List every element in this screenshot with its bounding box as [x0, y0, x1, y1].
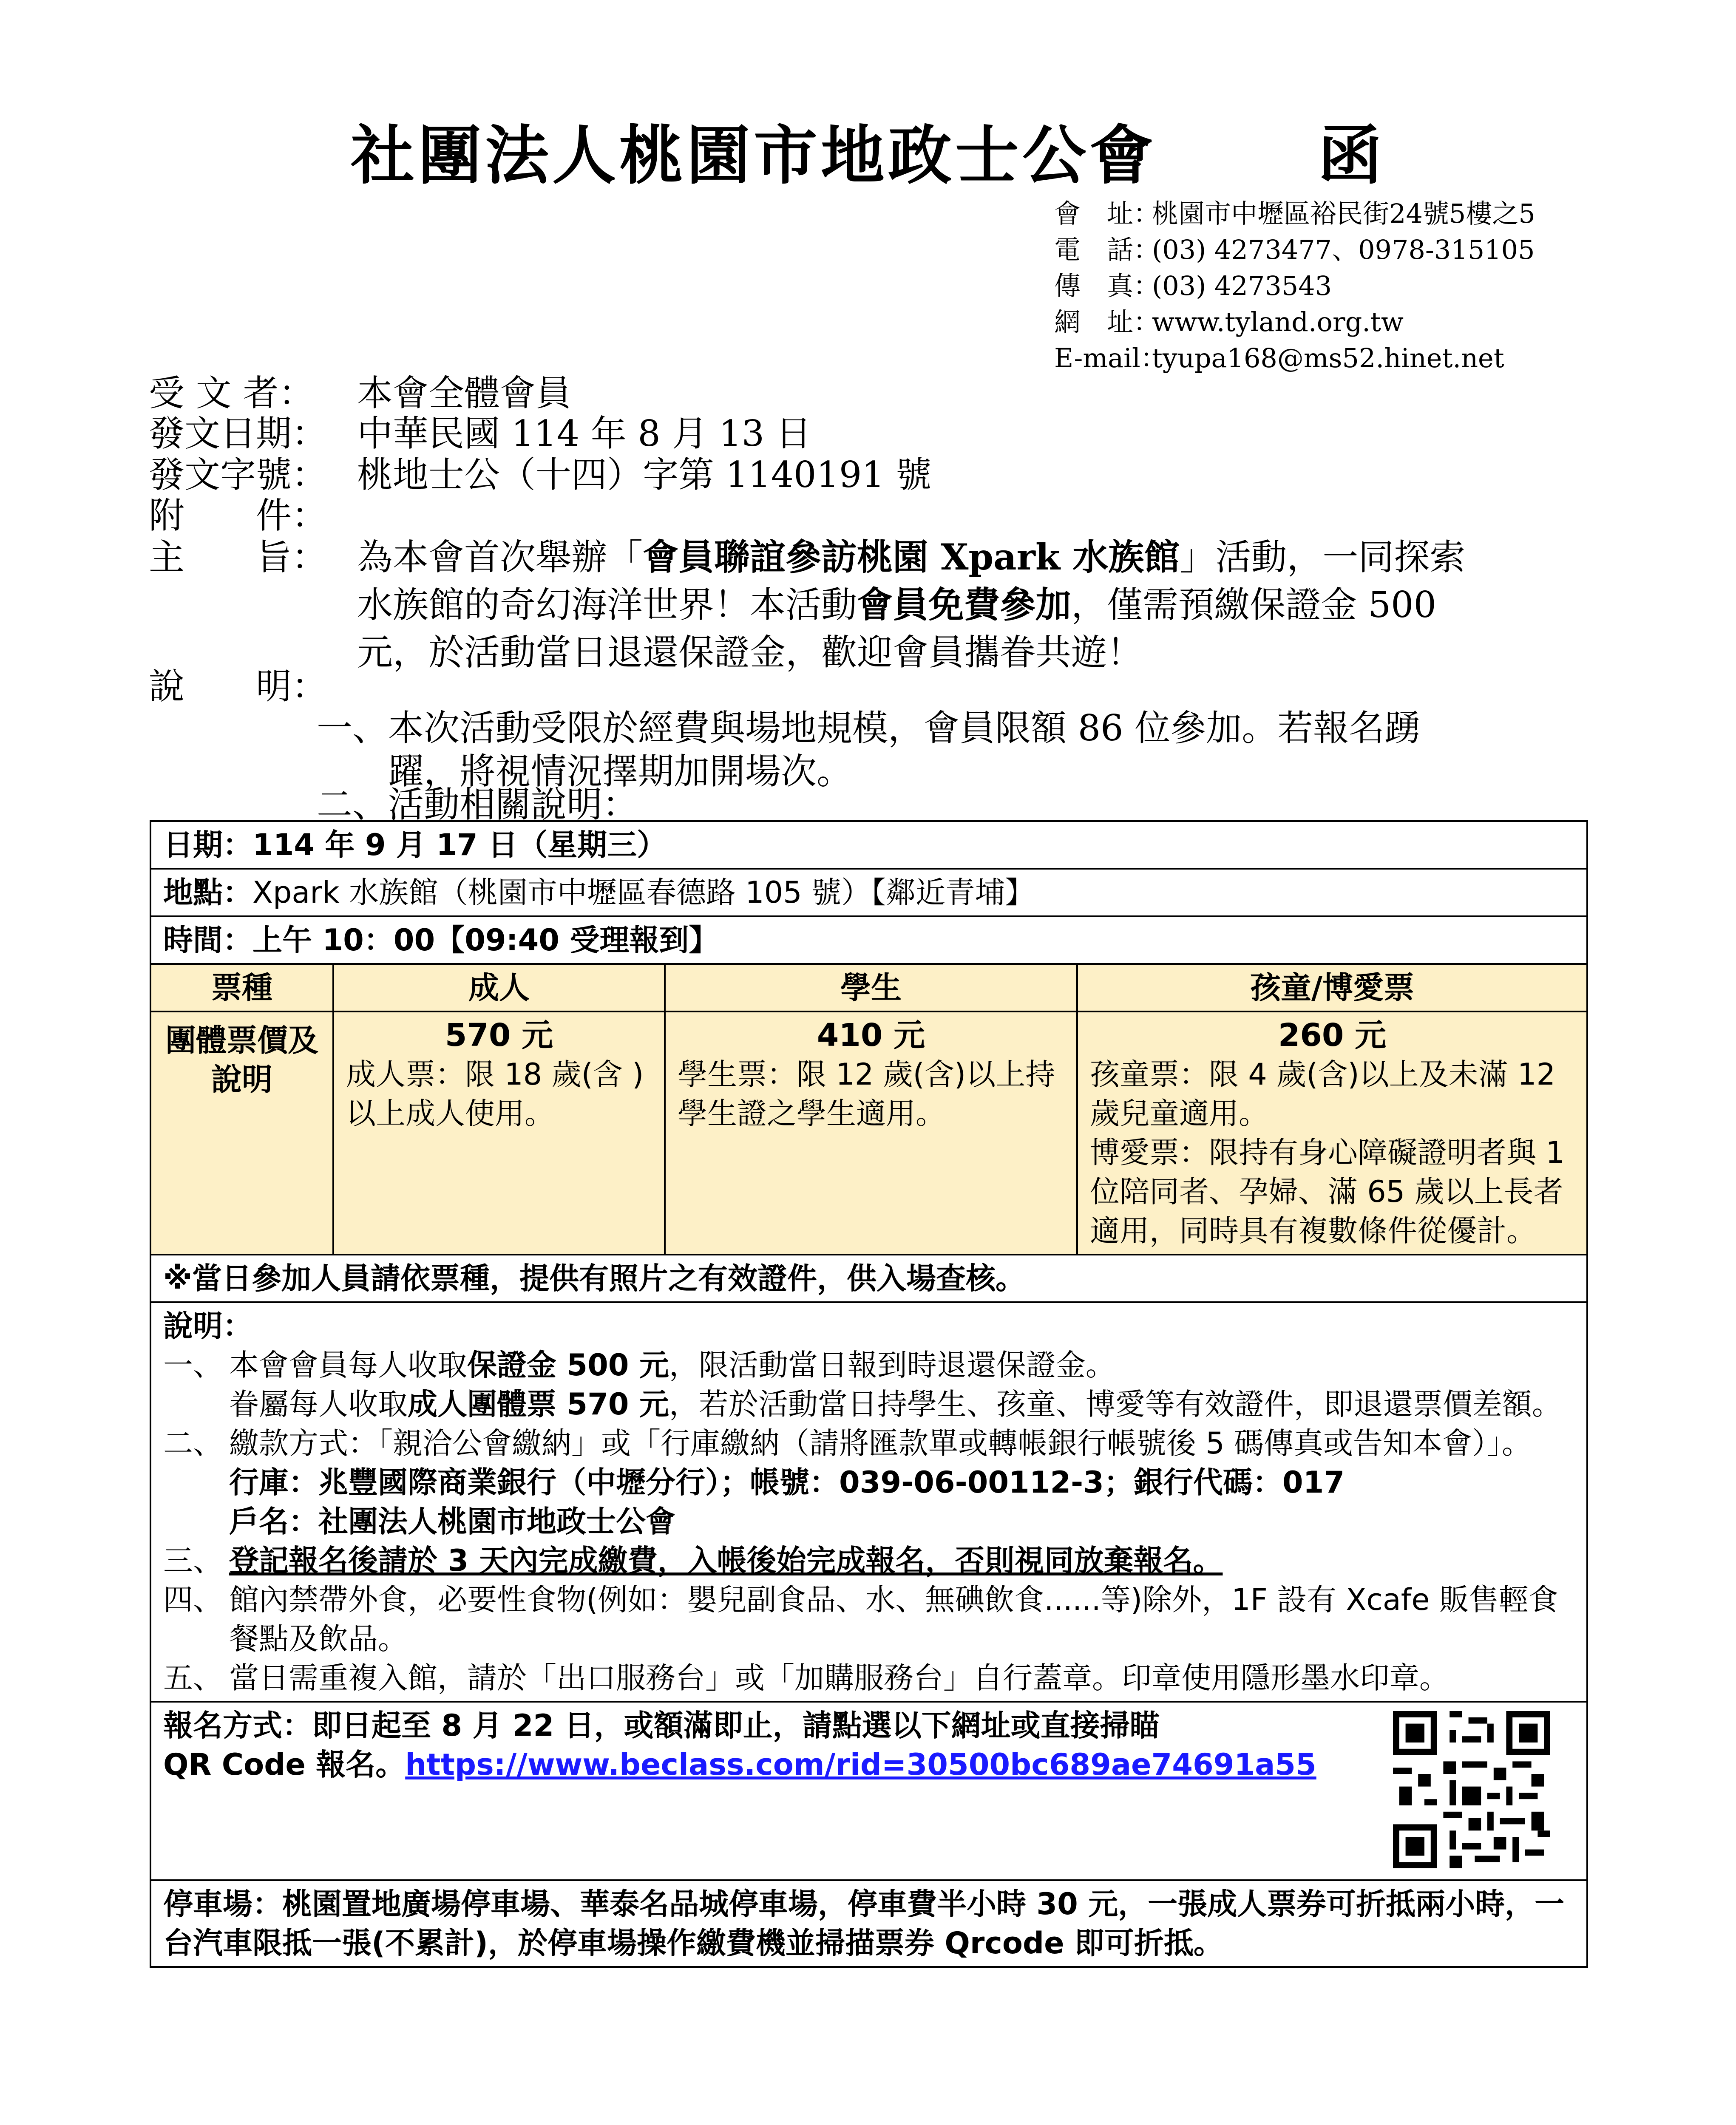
contact-website: 網 址：www.tyland.org.tw — [1054, 306, 1404, 337]
contact-address: 會 址：桃園市中壢區裕民街24號5樓之5 — [1054, 198, 1535, 229]
group-price-label: 團體票價及說明 — [150, 1012, 333, 1255]
notes-row — [150, 1302, 1587, 1702]
date-field: 發文日期： 中華民國 114 年 8 月 13 日 — [149, 413, 811, 454]
contact-fax: 傳 真：(03) 4273543 — [1054, 270, 1332, 301]
explanation-item-1-line2: 躍，將視情況擇期加開場次。 — [317, 751, 853, 792]
contact-block — [1054, 196, 1535, 376]
registration-text: 報名方式：即日起至 8 月 22 日，或額滿即止，請點選以下網址或直接掃瞄 — [163, 1708, 1160, 1743]
ticket-price-row — [150, 1012, 1587, 1255]
explanation-item-1-line1: 一、本次活動受限於經費與場地規模，會員限額 86 位參加。若報名踴 — [317, 707, 1421, 749]
event-time: 時間：上午 10：00【09:40 受理報到】 — [150, 916, 1587, 964]
parking-note: 停車場：桃園置地廣場停車場、華泰名品城停車場，停車費半小時 30 元，一張成人票券可折抵兩小時，一台汽車限抵一張(不累計)，於停車場操作繳費機並掃描票券 Qrcode 即可折抵。 — [150, 1880, 1587, 1967]
recipient-field: 受 文 者： 本會全體會員 — [149, 372, 572, 414]
doc-type: 函 — [1318, 118, 1386, 193]
header-student: 學生 — [665, 964, 1077, 1012]
note-1: 一、 本會會員每人收取保證金 500 元，限活動當日報到時退還保證金。 眷屬每人收取成人團體票 570 元，若於活動當日持學生、孩童、博愛等有效證件，即退還票價差額。 — [163, 1348, 1562, 1422]
explanation-item-2: 二、活動相關說明： — [317, 784, 638, 825]
ticket-header-row — [150, 964, 1587, 1012]
header-child: 孩童/博愛票 — [1077, 964, 1587, 1012]
id-note: ※當日參加人員請依票種，提供有照片之有效證件，供入場查核。 — [150, 1255, 1587, 1302]
event-place: 地點：Xpark 水族館（桃園市中壢區春德路 105 號）【鄰近青埔】 — [150, 869, 1587, 916]
note-2: 二、 繳款方式：「親洽公會繳納」或「行庫繳納（請將匯款單或轉帳銀行帳號後 5 碼傳真或告知本會）」。 行庫：兆豐國際商業銀行（中壢分行）；帳號：039-06-00112-3；銀行代碼：017 戶名：社團法人桃園市地政士公會 — [163, 1426, 1532, 1539]
place-row — [150, 869, 1587, 916]
contact-email: E-mail：tyupa168@ms52.hinet.net — [1054, 343, 1504, 374]
note-5: 五、 當日需重複入館，請於「出口服務台」或「加購服務台」自行蓋章。印章使用隱形墨水印章。 — [163, 1660, 1449, 1695]
note-4: 四、 館內禁帶外食，必要性食物(例如：嬰兒副食品、水、無碘飲食......等)除外，1F 設有 Xcafe 販售輕食餐點及飲品。 — [163, 1582, 1558, 1656]
date-row — [150, 821, 1587, 869]
header-adult: 成人 — [333, 964, 665, 1012]
doc-number-field: 發文字號： 桃地士公（十四）字第 1140191 號 — [149, 454, 932, 496]
child-price-cell: 260 元 孩童票：限 4 歲(含)以上及未滿 12 歲兒童適用。 博愛票：限持有身心障礙證明者與 1 位陪同者、孕婦、滿 65 歲以上長者適用，同時具有複數條件從優計。 — [1077, 1012, 1587, 1255]
explanation-label: 說 明： — [149, 666, 328, 707]
document-title — [0, 104, 1736, 196]
id-note-row — [150, 1255, 1587, 1302]
org-title: 社團法人桃園市地政士公會 — [350, 118, 1157, 193]
event-table — [150, 820, 1588, 1968]
registration-cell — [150, 1702, 1587, 1880]
time-row — [150, 916, 1587, 964]
contact-phone: 電 話：(03) 4273477、0978-315105 — [1054, 234, 1535, 265]
note-3: 三、 登記報名後請於 3 天內完成繳費，入帳後始完成報名，否則視同放棄報名。 — [163, 1543, 1223, 1578]
qr-code-icon[interactable] — [1393, 1711, 1550, 1868]
subject-label: 主 旨： — [149, 536, 328, 578]
adult-price-cell: 570 元 成人票：限 18 歲(含 )以上成人使用。 — [333, 1012, 665, 1255]
subject-body: 為本會首次舉辦「會員聯誼參訪桃園 Xpark 水族館」活動，一同探索 水族館的奇幻海洋世界！本活動會員免費參加，僅需預繳保證金 500 元，於活動當日退還保證金，歡迎會員攜眷共遊！ — [357, 536, 1466, 673]
attachment-field: 附 件： — [149, 495, 328, 536]
event-date: 日期：114 年 9 月 17 日（星期三） — [150, 821, 1587, 869]
header-ticket-type: 票種 — [150, 964, 333, 1012]
notes-cell: 說明： 一、 本會會員每人收取保證金 500 元，限活動當日報到時退還保證金。 眷屬每人收取成人團體票 570 元，若於活動當日持學生、孩童、博愛等有效證件，即退還票價差額。 二、 繳款方式：「親洽公會繳納」或「行庫繳納（請將匯款單或轉帳銀行帳號後 5 碼傳真或告知本會）」。 行庫：兆豐國際商業銀行（中壢分行）；帳號：039-06-00112-3；銀行代碼：017 戶名：社團法人桃園市地政士公會 三、 登記報名後請於 3 天內完成繳費，入帳後始完成報名，否則視同放棄報名。 四、 館內禁帶外食，必要性食物(例如：嬰兒副食品、水、無碘飲食......等)除外，1F 設有 Xcafe 販售輕食餐點及飲品。 五、 當日需重複入館，請於「出口服務台」或「加購服務台」自行蓋章。印章使用隱形墨水印章。 — [150, 1302, 1587, 1702]
parking-row — [150, 1880, 1587, 1967]
registration-link[interactable]: https://www.beclass.com/rid=30500bc689ae74691a55 — [405, 1747, 1316, 1782]
registration-line2: QR Code 報名。https://www.beclass.com/rid=30500bc689ae74691a55 — [163, 1747, 1316, 1782]
registration-row — [150, 1702, 1587, 1880]
student-price-cell: 410 元 學生票：限 12 歲(含)以上持學生證之學生適用。 — [665, 1012, 1077, 1255]
